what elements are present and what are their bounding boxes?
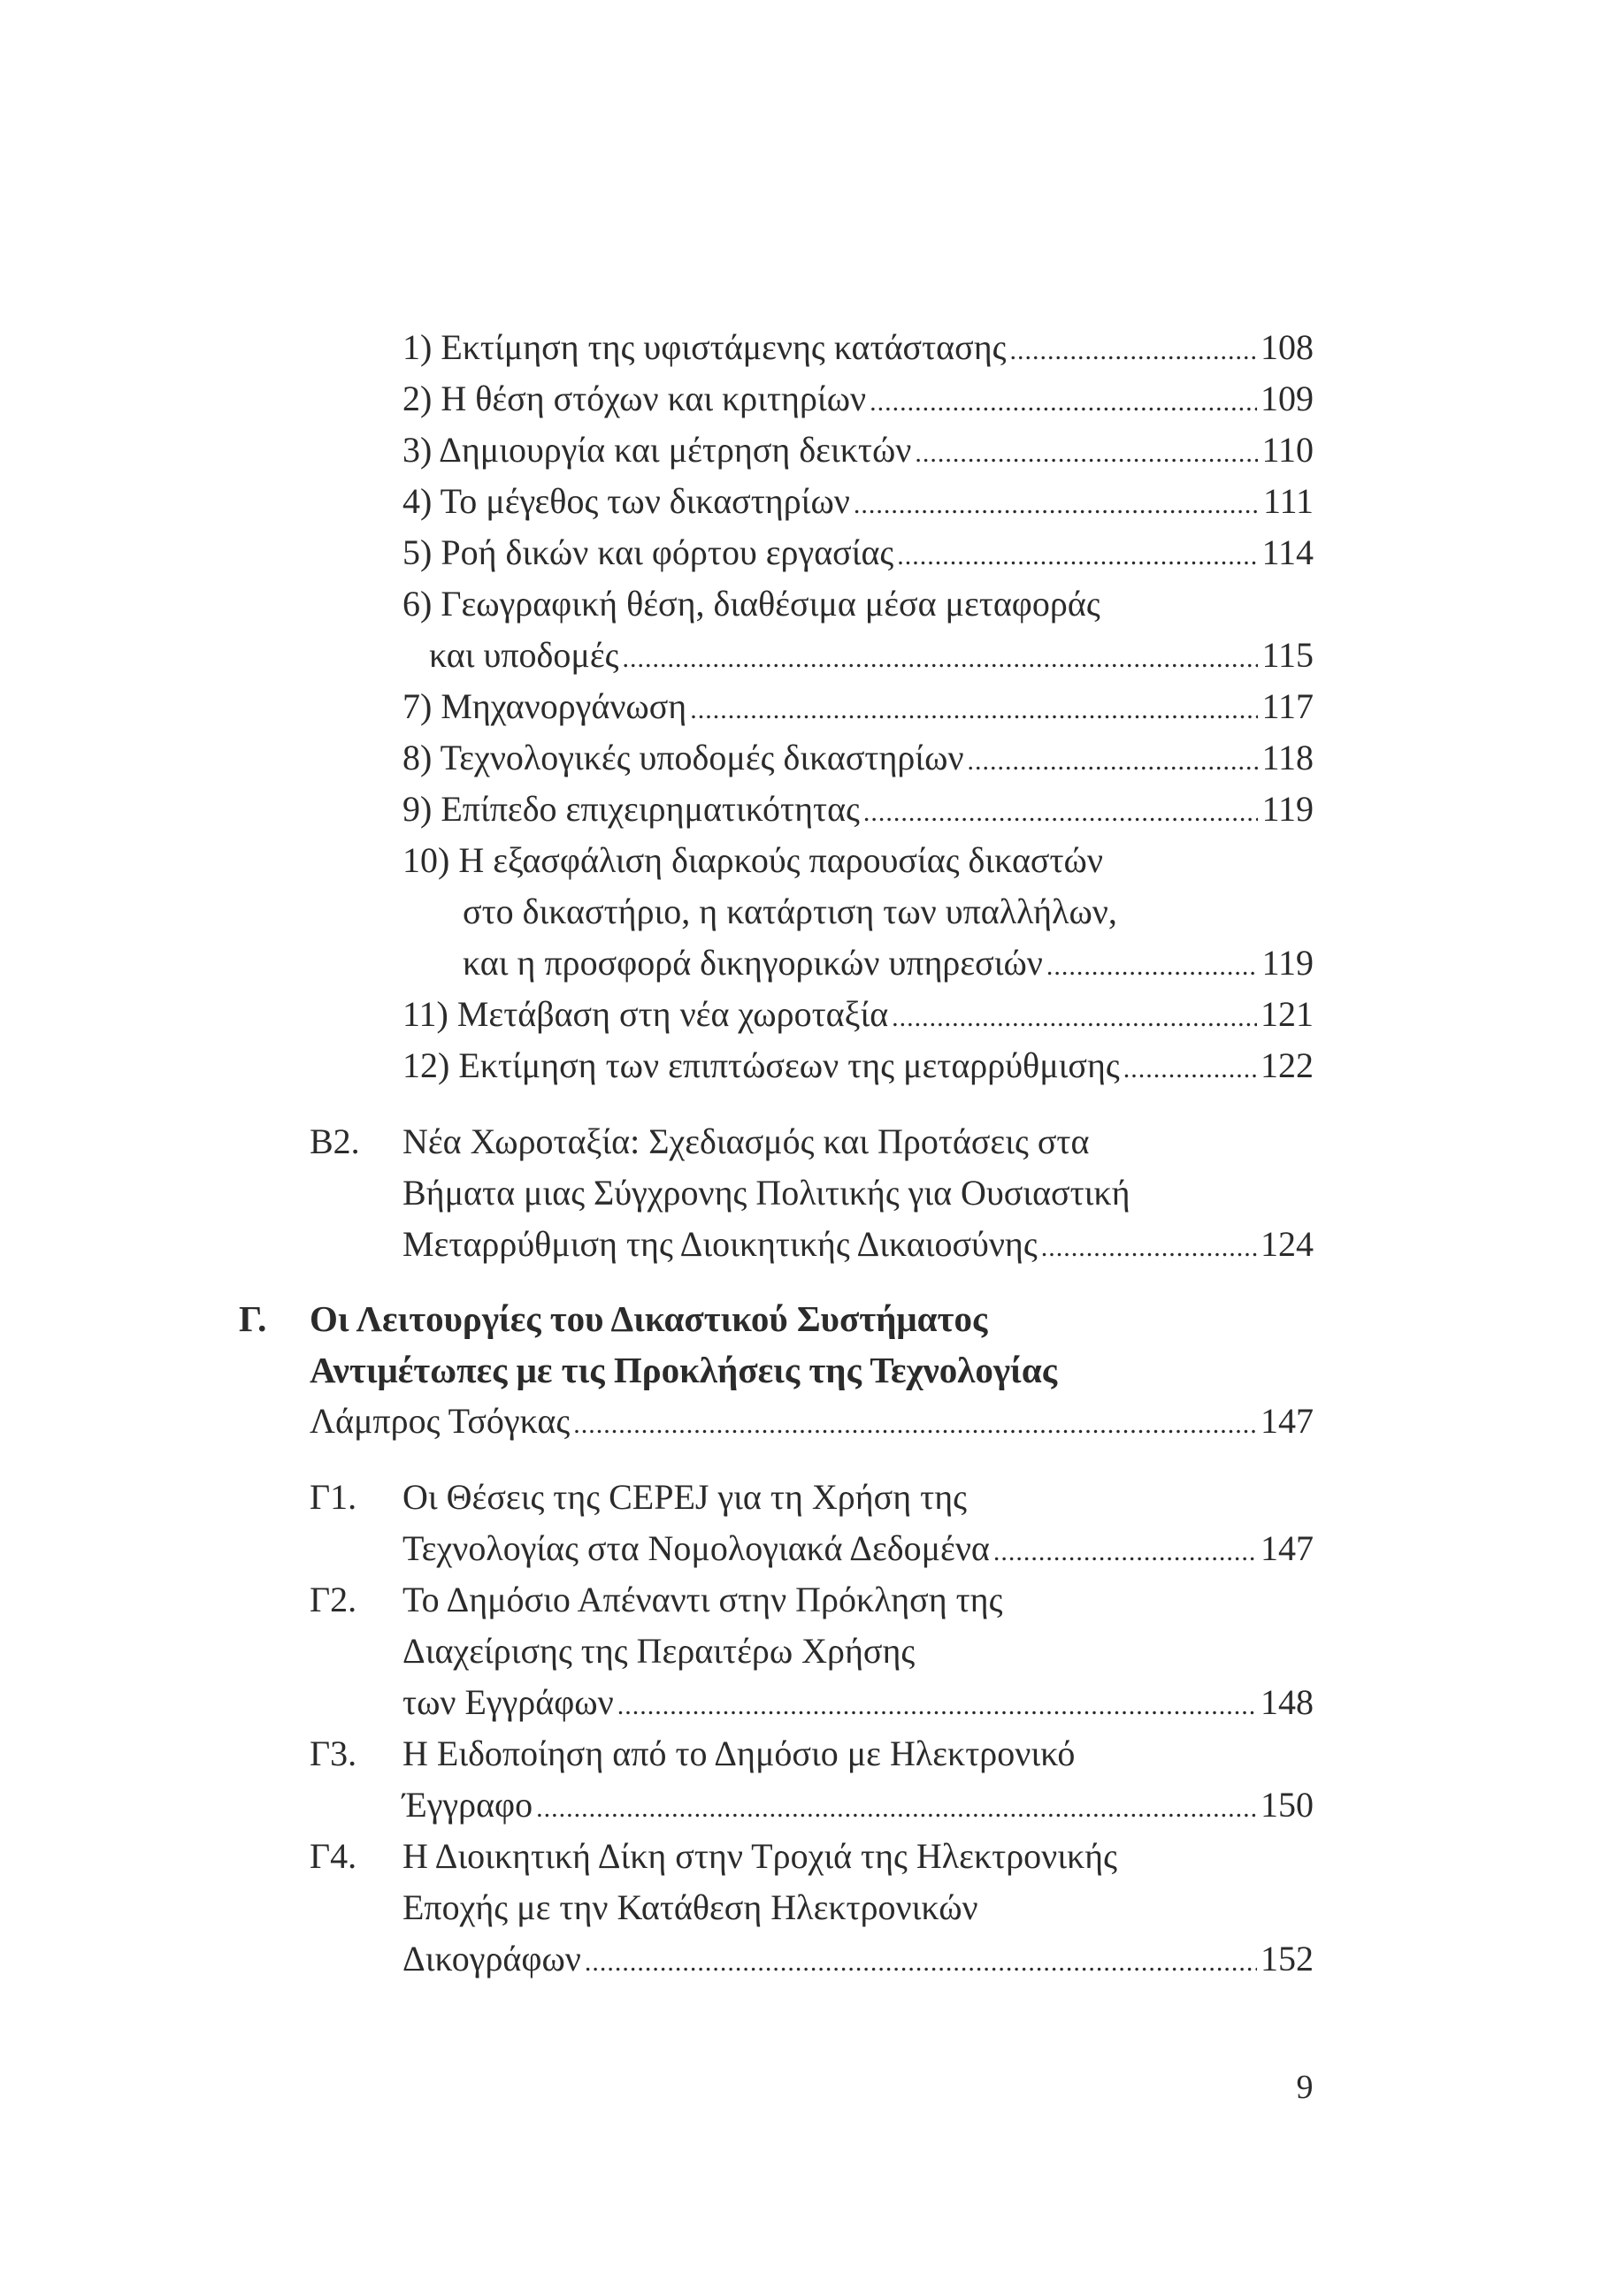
toc-entry-title: Δικογράφων	[402, 1939, 581, 1978]
toc-entry	[402, 989, 1314, 1040]
toc-entry-title: 12) Εκτίμηση των επιπτώσεων της μεταρρύθμισης	[402, 1045, 1120, 1085]
dot-leader	[1123, 1044, 1257, 1095]
dot-leader	[915, 428, 1258, 479]
toc-entry-page: 114	[1261, 532, 1314, 572]
toc-entry	[402, 1779, 1314, 1831]
toc-entry	[402, 527, 1314, 578]
toc-entry-page: 119	[1261, 789, 1314, 829]
toc-entry	[402, 322, 1314, 373]
toc-entry-title-line: Το Δημόσιο Απέναντι στην Πρόκληση της	[402, 1580, 1003, 1619]
dot-leader	[993, 1527, 1257, 1578]
dot-leader	[1041, 1222, 1257, 1274]
toc-entry-page: 147	[1261, 1528, 1314, 1568]
toc-entry	[402, 1933, 1314, 1985]
toc-entry	[402, 476, 1314, 527]
toc-entry-line	[402, 1116, 1314, 1167]
toc-entry-page: 119	[1261, 943, 1314, 983]
toc-entry-line	[402, 1882, 1314, 1933]
toc-entry-page: 152	[1261, 1939, 1314, 1978]
dot-leader	[870, 377, 1257, 428]
toc-entry	[402, 784, 1314, 835]
toc-entry-title: και η προσφορά δικηγορικών υπηρεσιών	[463, 943, 1043, 983]
toc-entry-title-line: Διαχείρισης της Περαιτέρω Χρήσης	[402, 1631, 916, 1671]
dot-leader	[585, 1937, 1257, 1988]
toc-entry	[402, 425, 1314, 476]
dot-leader	[622, 633, 1258, 685]
page-number: 9	[1296, 2069, 1314, 2106]
toc-entry-page: 121	[1261, 994, 1314, 1034]
toc-entry-title-line: Νέα Χωροταξία: Σχεδιασμός και Προτάσεις στα	[402, 1121, 1090, 1161]
toc-entry-title-line: στο δικαστήριο, η κατάρτιση των υπαλλήλων,	[463, 892, 1117, 931]
chapter-title-line	[310, 1293, 1314, 1344]
toc-entry-line	[402, 578, 1314, 630]
toc-entry-page: 147	[1261, 1401, 1314, 1441]
toc-entry-line	[402, 835, 1314, 886]
toc-entry-title-line: Βήματα μιας Σύγχρονης Πολιτικής για Ουσιαστική	[402, 1173, 1130, 1213]
dot-leader	[1046, 941, 1259, 992]
chapter-author: Λάμπρος Τσόγκας	[310, 1401, 571, 1441]
toc-entry	[402, 373, 1314, 425]
toc-entry-title-line: 10) Η εξασφάλιση διαρκούς παρουσίας δικαστών	[402, 840, 1103, 880]
toc-entry-title: Μεταρρύθμιση της Διοικητικής Δικαιοσύνης	[402, 1224, 1038, 1264]
section-label-g1: Γ1.	[310, 1477, 357, 1517]
dot-leader	[690, 685, 1258, 736]
toc-entry-title: 11) Μετάβαση στη νέα χωροταξία	[402, 994, 889, 1034]
section-label-g4: Γ4.	[310, 1836, 357, 1876]
toc-entry-title: Τεχνολογίας στα Νομολογιακά Δεδομένα	[402, 1528, 990, 1568]
toc-entry-page: 124	[1261, 1224, 1314, 1264]
toc-entry-title: 5) Ροή δικών και φόρτου εργασίας	[402, 532, 894, 572]
toc-entry-title: 9) Επίπεδο επιχειρηματικότητας	[402, 789, 860, 829]
toc-entry-title-line: 6) Γεωγραφική θέση, διαθέσιμα μέσα μεταφοράς	[402, 584, 1100, 624]
toc-entry-page: 148	[1261, 1682, 1314, 1722]
chapter-title-line	[310, 1344, 1314, 1396]
toc-entry-title: 8) Τεχνολογικές υποδομές δικαστηρίων	[402, 738, 964, 777]
toc-entry-title-line: Οι Θέσεις της CEPEJ για τη Χρήση της	[402, 1477, 967, 1517]
toc-entry	[402, 1677, 1314, 1728]
toc-entry-line	[402, 1472, 1314, 1523]
toc-entry-page: 117	[1261, 686, 1314, 726]
toc-entry-title: 4) Το μέγεθος των δικαστηρίων	[402, 481, 850, 521]
toc-entry-title: 7) Μηχανοργάνωση	[402, 686, 687, 726]
chapter-title-text: Οι Λειτουργίες του Δικαστικού Συστήματος	[310, 1298, 988, 1339]
toc-entry-page: 118	[1261, 738, 1314, 777]
toc-entry	[402, 732, 1314, 784]
dot-leader	[968, 736, 1259, 787]
toc-entry-page: 108	[1261, 327, 1314, 367]
dot-leader	[854, 479, 1260, 531]
toc-entry-page: 110	[1261, 430, 1314, 470]
toc-entry-title: και υποδομές	[429, 635, 619, 675]
toc-entry-title: 2) Η θέση στόχων και κριτηρίων	[402, 379, 867, 418]
toc-entry-title: Έγγραφο	[402, 1785, 533, 1825]
toc-entry	[429, 630, 1314, 681]
toc-entry-page: 115	[1261, 635, 1314, 675]
toc-entry-line	[402, 1167, 1314, 1219]
dot-leader	[897, 531, 1258, 582]
toc-entry-page: 150	[1261, 1785, 1314, 1825]
dot-leader	[1009, 325, 1257, 377]
section-label-g2: Γ2.	[310, 1580, 357, 1619]
toc-entry	[402, 681, 1314, 732]
toc-entry-page: 122	[1261, 1045, 1314, 1085]
section-label-g3: Γ3.	[310, 1733, 357, 1773]
chapter-author-entry	[310, 1396, 1314, 1447]
toc-entry-line	[402, 1728, 1314, 1779]
toc-entry-title: 1) Εκτίμηση της υφιστάμενης κατάστασης	[402, 327, 1007, 367]
dot-leader	[536, 1783, 1257, 1834]
toc-entry	[402, 1219, 1314, 1270]
chapter-title-text: Αντιμέτωπες με τις Προκλήσεις της Τεχνολογίας	[310, 1350, 1058, 1390]
toc-entry-line	[463, 886, 1314, 938]
toc-entry	[463, 938, 1314, 989]
toc-entry-page: 109	[1261, 379, 1314, 418]
dot-leader	[892, 992, 1257, 1044]
toc-entry	[402, 1523, 1314, 1574]
toc-entry-title-line: Η Διοικητική Δίκη στην Τροχιά της Ηλεκτρονικής	[402, 1836, 1117, 1876]
toc-entry	[402, 1040, 1314, 1091]
dot-leader	[617, 1680, 1257, 1732]
section-label-b2: Β2.	[310, 1121, 360, 1161]
toc-entry-title-line: Η Ειδοποίηση από το Δημόσιο με Ηλεκτρονικό	[402, 1733, 1076, 1773]
toc-entry-title-line: Εποχής με την Κατάθεση Ηλεκτρονικών	[402, 1887, 978, 1927]
toc-entry-page: 111	[1262, 481, 1314, 521]
toc-entry-line	[402, 1831, 1314, 1882]
toc-entry-title: 3) Δημιουργία και μέτρηση δεικτών	[402, 430, 912, 470]
toc-entry-title: των Εγγράφων	[402, 1682, 614, 1722]
toc-entry-line	[402, 1626, 1314, 1677]
dot-leader	[863, 787, 1259, 838]
dot-leader	[573, 1399, 1257, 1450]
chapter-label-gamma: Γ.	[239, 1298, 267, 1339]
toc-entry-line	[402, 1574, 1314, 1626]
